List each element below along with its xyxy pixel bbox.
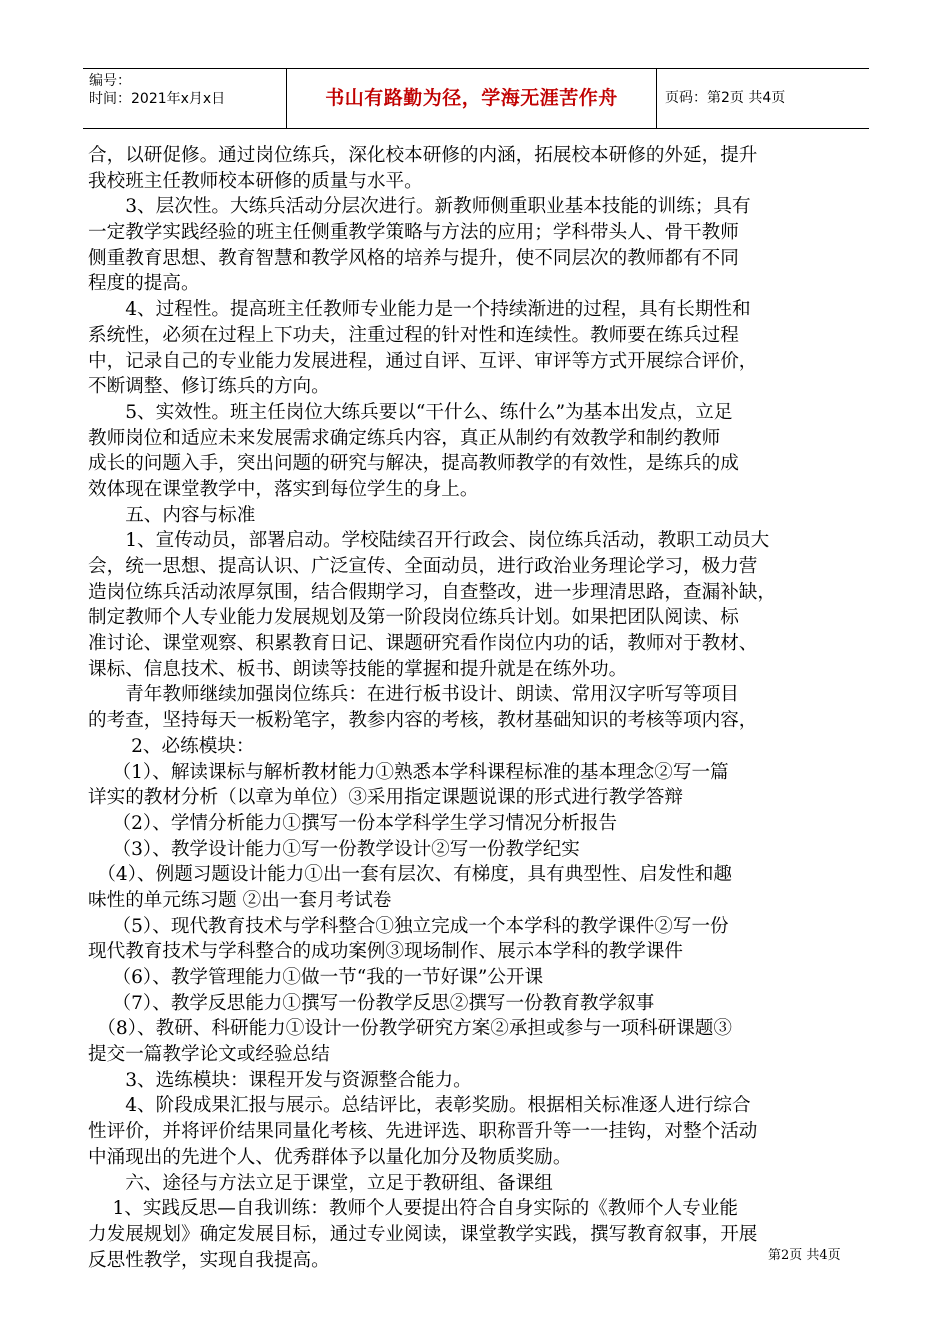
text-line: 力发展规划》确定发展目标，通过专业阅读，课堂教学实践，撰写教育叙事，开展: [88, 1223, 758, 1245]
text-line: 教师岗位和适应未来发展需求确定练兵内容，真正从制约有效教学和制约教师: [88, 427, 721, 449]
text-line: 的考查，坚持每天一板粉笔字，教参内容的考核，教材基础知识的考核等项内容，: [88, 710, 758, 732]
text-line: 3、选练模块：课程开发与资源整合能力。: [88, 1069, 472, 1091]
text-line: 青年教师继续加强岗位练兵：在进行板书设计、朗读、常用汉字听写等项目: [88, 684, 739, 706]
text-line: 系统性，必须在过程上下功夫，注重过程的针对性和连续性。教师要在练兵过程: [88, 324, 739, 346]
text-line: 4、过程性。提高班主任教师专业能力是一个持续渐进的过程，具有长期性和: [88, 299, 751, 321]
text-line: 反思性教学，实现自我提高。: [88, 1249, 330, 1271]
page-header: [83, 68, 869, 129]
text-line: 性评价，并将评价结果同量化考核、先进评选、职称晋升等一一挂钩，对整个活动: [88, 1121, 758, 1143]
document-body: [88, 143, 863, 1273]
header-divider: [656, 69, 657, 128]
text-line: 我校班主任教师校本研修的质量与水平。: [88, 170, 423, 192]
text-line: （1）、解读课标与解析教材能力①熟悉本学科课程标准的基本理念②写一篇: [88, 761, 729, 783]
text-line: 3、层次性。大练兵活动分层次进行。新教师侧重职业基本技能的训练；具有: [88, 196, 751, 218]
text-line: 一定教学实践经验的班主任侧重教学策略与方法的应用；学科带头人、骨干教师: [88, 222, 739, 244]
text-line: 合，以研促修。通过岗位练兵，深化校本研修的内涵，拓展校本研修的外延，提升: [88, 145, 758, 166]
text-line: 1、实践反思—自我训练：教师个人要提出符合自身实际的《教师个人专业能: [88, 1198, 738, 1220]
text-line: 1、宣传动员，部署启动。学校陆续召开行政会、岗位练兵活动，教职工动员大: [88, 530, 770, 552]
text-line: 制定教师个人专业能力发展规划及第一阶段岗位练兵计划。如果把团队阅读、标: [88, 607, 739, 629]
text-line: 中涌现出的先进个人、优秀群体予以量化加分及物质奖励。: [88, 1146, 572, 1168]
text-line: （3）、教学设计能力①写一份教学设计②写一份教学纪实: [88, 838, 580, 860]
text-line: 五、内容与标准: [88, 504, 256, 526]
text-line: 课标、信息技术、板书、朗读等技能的掌握和提升就是在练外功。: [88, 658, 628, 680]
text-line: 2、必练模块：: [88, 735, 255, 757]
text-line: 提交一篇教学论文或经验总结: [88, 1044, 330, 1066]
text-line: （7）、教学反思能力①撰写一份教学反思②撰写一份教育教学叙事: [88, 992, 655, 1014]
text-line: （2）、学情分析能力①撰写一份本学科学生学习情况分析报告: [88, 812, 618, 834]
text-line: 味性的单元练习题 ②出一套月考试卷: [88, 889, 392, 911]
text-line: （8）、教研、科研能力①设计一份教学研究方案②承担或参与一项科研课题③: [88, 1018, 733, 1040]
text-line: 现代教育技术与学科整合的成功案例③现场制作、展示本学科的教学课件: [88, 941, 684, 963]
text-line: 中，记录自己的专业能力发展进程，通过自评、互评、审评等方式开展综合评价，: [88, 350, 758, 372]
header-meta: [83, 69, 283, 128]
text-line: （5）、现代教育技术与学科整合①独立完成一个本学科的教学课件②写一份: [88, 915, 729, 937]
text-line: 5、实效性。班主任岗位大练兵要以“干什么、练什么”为基本出发点，立足: [88, 401, 733, 423]
document-date-label: 时间：2021年x月x日: [89, 91, 226, 107]
header-page-number: 页码：第2页 共4页: [665, 90, 786, 106]
text-line: 成长的问题入手，突出问题的研究与解决，提高教师教学的有效性，是练兵的成: [88, 453, 739, 475]
text-line: 侧重教育思想、教育智慧和教学风格的培养与提升，使不同层次的教师都有不同: [88, 247, 739, 269]
header-motto: 书山有路勤为径，学海无涯苦作舟: [325, 87, 618, 109]
document-code-label: 编号：: [89, 73, 131, 89]
text-line: 造岗位练兵活动浓厚氛围，结合假期学习，自查整改，进一步理清思路，查漏补缺，: [88, 581, 776, 603]
text-line: 程度的提高。: [88, 273, 200, 295]
text-line: （4）、例题习题设计能力①出一套有层次、有梯度，具有典型性、启发性和趣: [88, 864, 733, 886]
text-line: 详实的教材分析（以章为单位）③采用指定课题说课的形式进行教学答辩: [88, 787, 684, 809]
text-line: 4、阶段成果汇报与展示。总结评比，表彰奖励。根据相关标准逐人进行综合: [88, 1095, 751, 1117]
text-line: 不断调整、修订练兵的方向。: [88, 376, 330, 398]
text-line: 会，统一思想、提高认识、广泛宣传、全面动员，进行政治业务理论学习，极力营: [88, 556, 758, 577]
text-line: 准讨论、课堂观察、积累教育日记、课题研究看作岗位内功的话，教师对于教材、: [88, 633, 758, 655]
page-footer: 第2页 共4页: [768, 1248, 841, 1263]
text-line: 效体现在课堂教学中，落实到每位学生的身上。: [88, 478, 479, 500]
text-line: 六、途径与方法立足于课堂，立足于教研组、备课组: [88, 1172, 553, 1194]
text-line: （6）、教学管理能力①做一节“我的一节好课”公开课: [88, 967, 544, 988]
